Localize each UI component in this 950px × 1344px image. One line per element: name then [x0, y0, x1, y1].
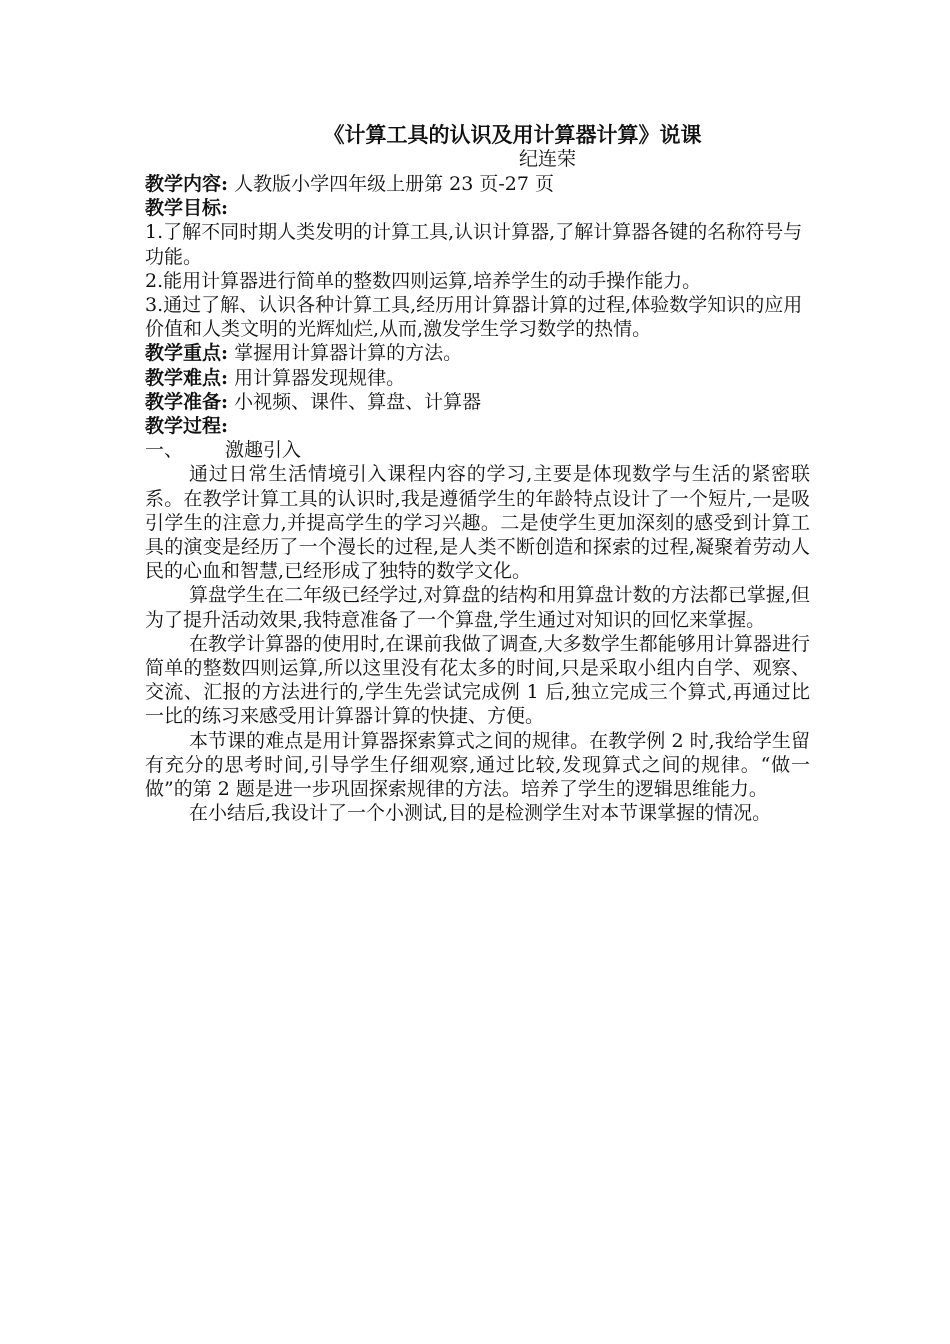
objective-item-3: 3.通过了解、认识各种计算工具,经历用计算器计算的过程,体验数学知识的应用价值和人类文明的光辉灿烂,从而,激发学生学习数学的热情。	[145, 294, 803, 341]
process-label: 教学过程:	[145, 415, 229, 438]
document-body	[145, 122, 810, 825]
section-number: 一、	[145, 439, 184, 462]
teaching-content-text: 人教版小学四年级上册第 23 页-27 页	[234, 173, 554, 195]
preparation-text: 小视频、课件、算盘、计算器	[234, 390, 482, 413]
difficulty-line	[145, 366, 810, 390]
process-paragraph-1: 通过日常生活情境引入课程内容的学习,主要是体现数学与生活的紧密联系。在教学计算工具的认识时,我是遵循学生的年龄特点设计了一个短片,一是吸引学生的注意力,并提高学生的学习兴趣。二是使学生更加深刻的感受到计算工具的演变是经历了一个漫长的过程,是人类不断创造和探索的过程,凝聚着劳动人民的心血和智慧,已经形成了独特的数学文化。	[145, 463, 810, 583]
key-point-text: 掌握用计算器计算的方法。	[234, 342, 463, 365]
objectives-label: 教学目标:	[145, 197, 229, 220]
objective-item-2: 2.能用计算器进行简单的整数四则运算,培养学生的动手操作能力。	[145, 269, 702, 292]
process-heading	[145, 414, 810, 438]
process-paragraph-3: 在教学计算器的使用时,在课前我做了调查,大多数学生都能够用计算器进行简单的整数四则运算,所以这里没有花太多的时间,只是采取小组内自学、观察、交流、汇报的方法进行的,学生先尝试完成例 1 后,独立完成三个算式,再通过比一比的练习来感受用计算器计算的快捷、方便。	[145, 632, 810, 728]
preparation-line	[145, 390, 810, 414]
key-point-line	[145, 341, 810, 365]
key-point-label: 教学重点:	[145, 342, 229, 365]
document-title: 《计算工具的认识及用计算器计算》说课	[323, 122, 702, 147]
difficulty-label: 教学难点:	[145, 366, 229, 389]
process-paragraph-2: 算盘学生在二年级已经学过,对算盘的结构和用算盘计数的方法都已掌握,但为了提升活动效果,我特意准备了一个算盘,学生通过对知识的回忆来掌握。	[145, 584, 810, 631]
difficulty-text: 用计算器发现规律。	[234, 366, 406, 389]
teaching-content-line	[145, 172, 810, 196]
process-paragraph-5: 在小结后,我设计了一个小测试,目的是检测学生对本节课掌握的情况。	[189, 802, 772, 825]
author-name: 纪连荣	[518, 148, 576, 170]
process-paragraph-4: 本节课的难点是用计算器探索算式之间的规律。在教学例 2 时,我给学生留有充分的思考时间,引导学生仔细观察,通过比较,发现算式之间的规律。“做一做”的第 2 题是进一步巩固探索规律的方法。培养了学生的逻辑思维能力。	[145, 729, 810, 801]
objectives-heading	[145, 196, 810, 220]
objective-item-1: 1.了解不同时期人类发明的计算工具,认识计算器,了解计算器各键的名称符号与功能。	[145, 221, 803, 268]
section-heading	[145, 438, 810, 462]
preparation-label: 教学准备:	[145, 390, 229, 413]
teaching-content-label: 教学内容:	[145, 173, 229, 195]
section-title: 激趣引入	[225, 439, 302, 462]
